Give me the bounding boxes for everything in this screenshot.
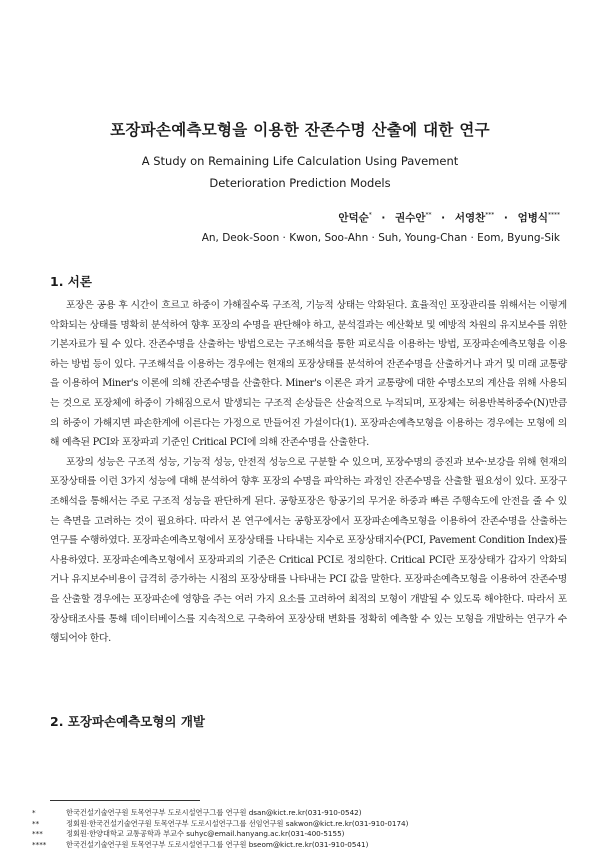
author-list-korean — [338, 210, 560, 225]
body-paragraph: 포장은 공용 후 시간이 흐르고 하중이 가해질수록 구조적, 기능적 상태는 악화된다. 효율적인 포장관리를 위해서는 이렇게 악화되는 상태를 명확히 분석하여 향후 포장의 수명을 판단해야 하고, 분석결과는 예산확보 및 예방적 차원의 유지보수를 위한 기본자료가 될 수 있다. 잔존수명을 산출하는 방법으로는 구조해석을 통한 피로식을 이용하는 방법, 포장파손예측모형을 이용하는 방법 등이 있다. 구조해석을 이용하는 경우에는 현재의 포장상태를 분석하여 잔존수명을 산출하거나 과거 및 미래 교통량을 이용하여 Miner's 이론에 의해 잔존수명을 산출한다. Miner's 이론은 과거 교통량에 대한 수명소모의 계산을 위해 사용되는 것으로 포장체에 하중이 가해짐으로서 발생되는 구조적 손상들은 산술적으로 누적되며, 포장체는 허용반복하중수(N)만큼의 하중이 가해지면 파손한계에 이른다는 가정으로 만들어진 가설이다(1). 포장파손예측모형을 이용하는 경우에는 모형에 의해 예측된 PCI와 포장파괴 기준인 Critical PCI에 의해 잔존수명을 산출한다. — [50, 300, 567, 449]
author-separator: · — [503, 212, 508, 224]
section-2-heading: 2. 포장파손예측모형의 개발 — [50, 714, 205, 729]
author-name: 안덕순 — [338, 212, 369, 224]
section-1-body — [50, 296, 567, 649]
footnote-mark: **** — [32, 839, 47, 849]
footnote — [32, 829, 582, 840]
footnote-text: 정회원·한국건설기술연구원 토목연구부 도로시설연구그룹 선임연구원 sakwon@kict.re.kr(031-910-0174) — [66, 818, 409, 828]
footnote — [32, 840, 582, 850]
footnote-mark: ** — [32, 818, 40, 828]
author-name: 서영찬 — [454, 212, 486, 224]
author-name: 권수안 — [395, 212, 426, 224]
section-1-heading: 1. 서론 — [50, 274, 92, 289]
paper-title-english-line-1: A Study on Remaining Life Calculation Using Pavement — [141, 154, 459, 168]
author-footnote-mark: * — [368, 211, 372, 219]
author-separator: · — [381, 212, 386, 224]
author-list-english: An, Deok-Soon · Kwon, Soo-Ahn · Suh, Young-Chan · Eom, Byung-Sik — [201, 232, 560, 244]
author-footnote-mark: ** — [425, 211, 432, 219]
author-name: 엄병식 — [517, 212, 548, 224]
footnote-text: 정회원·한양대학교 교통공학과 부교수 suhyc@email.hanyang.ac.kr(031-400-5155) — [66, 829, 345, 839]
paper-title-english — [0, 150, 600, 194]
footnote — [32, 808, 582, 819]
footnote — [32, 819, 582, 830]
author-footnote-mark: **** — [548, 211, 560, 219]
author-footnote-mark: *** — [485, 211, 495, 219]
footnote-divider — [50, 800, 200, 801]
paper-title-korean: 포장파손예측모형을 이용한 잔존수명 산출에 대한 연구 — [110, 121, 490, 139]
body-paragraph: 포장의 성능은 구조적 성능, 기능적 성능, 안전적 성능으로 구분할 수 있으며, 포장수명의 증진과 보수·보강을 위해 현재의 포장상태를 이런 3가지 성능에 대해 분석하여 향후 포장의 수명을 파악하는 과정인 잔존수명을 산출할 필요성이 있다. 포장구조해석을 통해서는 주로 구조적 성능을 판단하게 된다. 공항포장은 항공기의 무거운 하중과 빠른 주행속도에 안전을 줄 수 있는 측면을 고려하는 것이 필요하다. 따라서 본 연구에서는 공항포장에서 포장파손예측모형을 이용하여 잔존수명을 산출하는 연구를 수행하였다. 포장파손예측모형에서 포장상태를 나타내는 지수로 포장상태지수(PCI, Pavement Condition Index)를 사용하였다. 포장파손예측모형에서 포장파괴의 기준은 Critical PCI로 정의한다. Critical PCI란 포장상태가 갑자기 악화되거나 유지보수비용이 급격히 증가하는 시점의 포장상태를 나타내는 PCI 값을 말한다. 포장파손예측모형을 이용하여 잔존수명을 산출할 경우에는 포장파손에 영향을 주는 여러 가지 요소를 고려하여 최적의 모형이 개발될 수 있도록 해야한다. 따라서 포장상태조사를 통해 데이터베이스를 지속적으로 구축하여 포장상태 변화를 정확히 예측할 수 있는 모형을 개발하는 연구가 수행되어야 한다. — [50, 456, 567, 645]
author-separator: · — [441, 212, 446, 224]
footnote-text: 한국건설기술연구원 토목연구부 도로시설연구그룹 연구원 bseom@kict.re.kr(031-910-0541) — [66, 839, 369, 849]
footnote-text: 한국건설기술연구원 토목연구부 도로시설연구그룹 연구원 dsan@kict.re.kr(031-910-0542) — [66, 808, 362, 817]
footnotes — [32, 808, 582, 850]
paper-title-english-line-2: Deterioration Prediction Models — [209, 176, 391, 190]
footnote-mark: *** — [32, 829, 43, 839]
footnote-mark: * — [32, 808, 36, 817]
